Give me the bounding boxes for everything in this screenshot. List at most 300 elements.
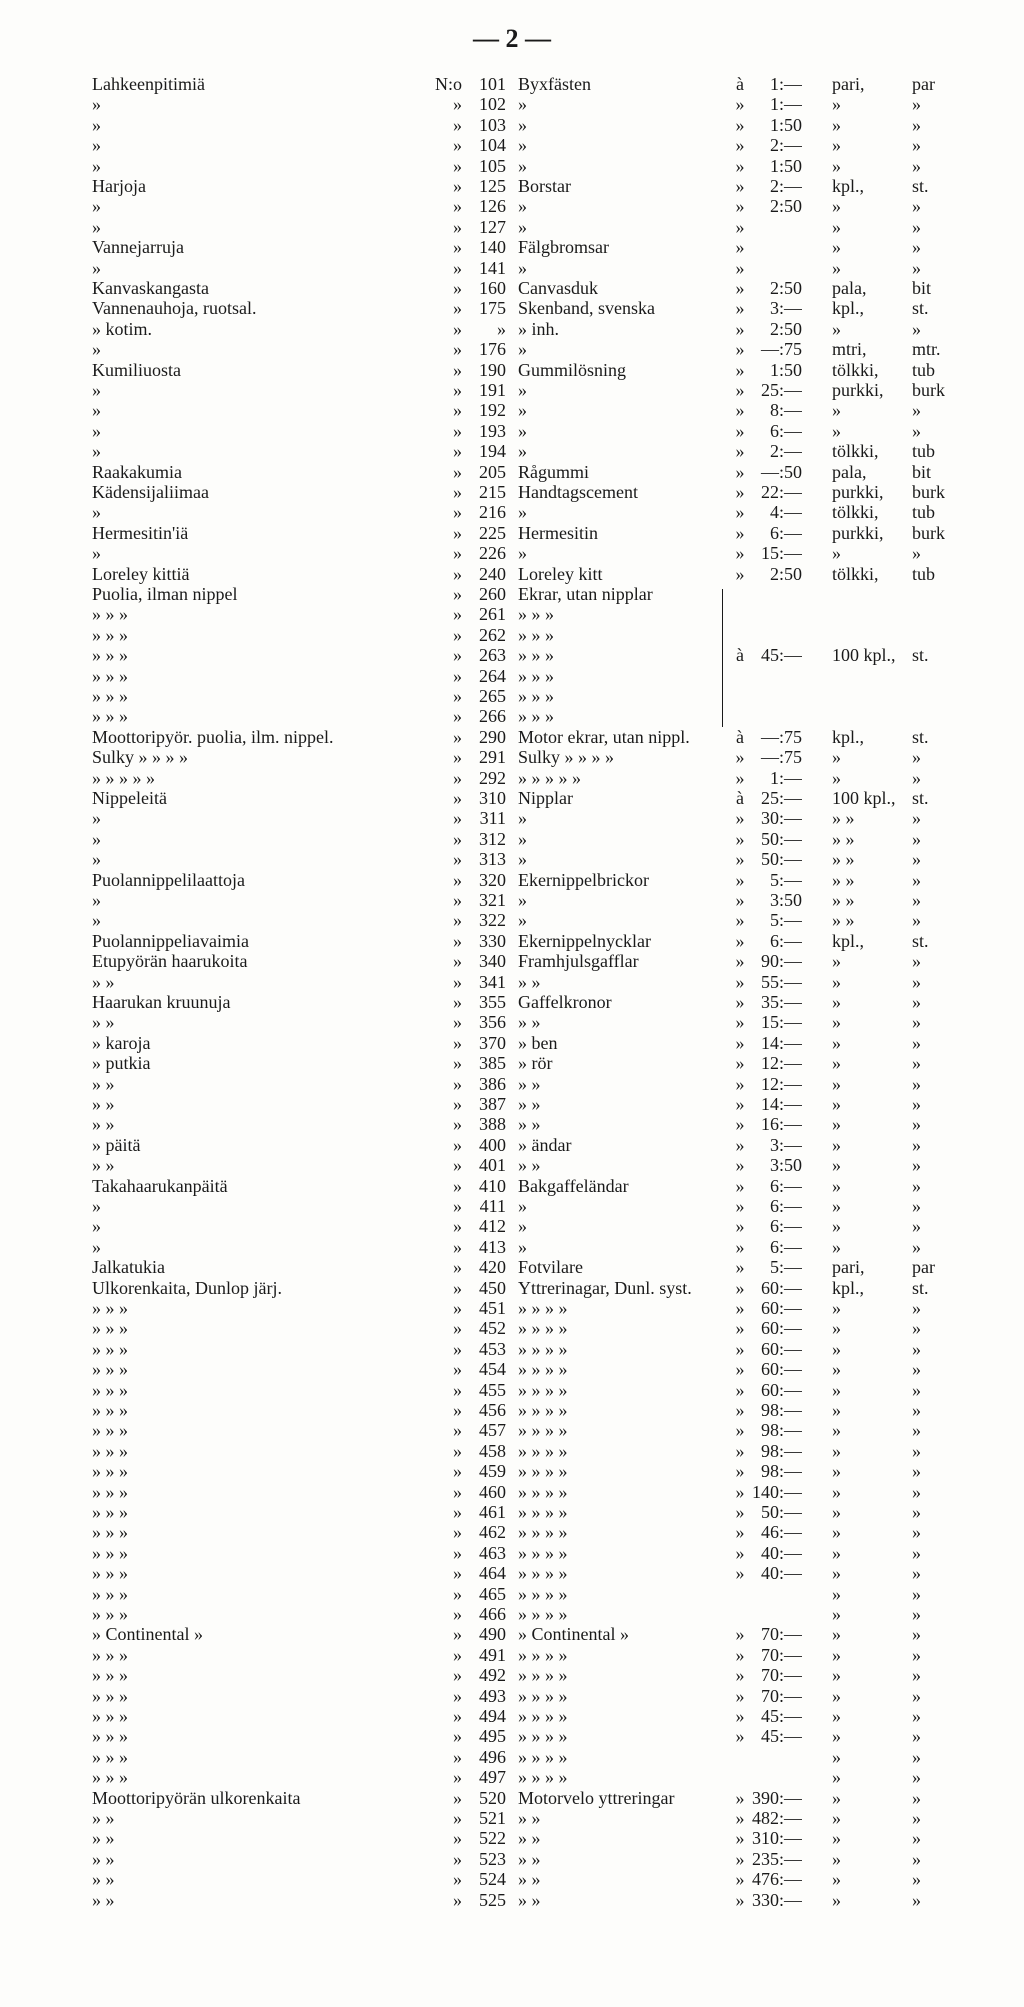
number-prefix: » (453, 1114, 462, 1135)
unit-finnish: » (832, 1298, 841, 1318)
swedish-name: » » » » (518, 1685, 568, 1706)
price-marker: » (735, 1257, 745, 1278)
number-prefix: » (453, 604, 462, 625)
price: 45:— (760, 645, 802, 666)
price-row (0, 360, 1024, 381)
price-marker: » (735, 951, 745, 972)
price-marker: » (735, 1665, 745, 1686)
swedish-name: » » » » (518, 1522, 568, 1543)
unit-finnish: pari, (832, 1257, 865, 1278)
price-marker: » (735, 563, 745, 584)
price-marker: » (735, 339, 745, 360)
price: 60:— (760, 1338, 802, 1359)
item-number: 265 (479, 686, 506, 706)
price-row (0, 278, 1024, 299)
finnish-name: Kädensijaliimaa (92, 482, 209, 502)
swedish-name: » » » » (518, 1400, 568, 1420)
unit-swedish: st. (912, 726, 929, 747)
price-row (0, 1461, 1024, 1482)
unit-finnish: » (832, 1665, 841, 1686)
price-row (0, 1441, 1024, 1462)
price: 2:50 (769, 563, 802, 584)
finnish-name: Ulkorenkaita, Dunlop järj. (92, 1277, 282, 1298)
item-number: 292 (479, 767, 506, 788)
unit-swedish: » (912, 1563, 921, 1584)
price-row (0, 1420, 1024, 1441)
number-prefix: » (453, 257, 462, 278)
number-prefix: » (453, 971, 462, 992)
price-row (0, 1584, 1024, 1605)
price-marker: » (735, 1032, 745, 1053)
price: 60:— (760, 1277, 802, 1298)
price-marker: » (735, 1889, 745, 1910)
unit-swedish: tub (912, 359, 936, 380)
price: 60:— (760, 1298, 802, 1318)
finnish-name: » (92, 849, 101, 870)
finnish-name: » (92, 441, 101, 462)
item-number: 452 (479, 1318, 506, 1339)
price-row (0, 727, 1024, 748)
swedish-name: » » » » (518, 1502, 568, 1522)
price-row (0, 196, 1024, 217)
unit-finnish: » (832, 1216, 841, 1237)
price-marker: » (735, 1644, 745, 1665)
price-row (0, 380, 1024, 401)
unit-swedish: » (912, 1114, 921, 1135)
swedish-name: Borstar (518, 176, 571, 196)
unit-finnish: » (832, 1767, 841, 1788)
unit-swedish: burk (912, 380, 945, 400)
item-number: 491 (479, 1644, 506, 1665)
item-number: 291 (479, 747, 506, 768)
item-number: 313 (479, 849, 506, 870)
item-number: 465 (479, 1583, 506, 1604)
unit-swedish: » (912, 951, 921, 972)
swedish-name: Canvasduk (518, 278, 598, 298)
price-row (0, 115, 1024, 136)
price-row (0, 1257, 1024, 1278)
unit-finnish: » (832, 1440, 841, 1461)
finnish-name: » putkia (92, 1053, 151, 1074)
item-number: 525 (479, 1889, 506, 1910)
swedish-name: Gaffelkronor (518, 992, 612, 1012)
swedish-name: » inh. (518, 318, 560, 339)
finnish-name: Takahaarukanpäitä (92, 1175, 228, 1196)
price-marker: » (735, 1522, 745, 1543)
unit-swedish: » (912, 1644, 921, 1665)
price: 90:— (760, 951, 802, 972)
price-marker: » (735, 1236, 745, 1257)
finnish-name: » » » (92, 1379, 128, 1400)
price-row (0, 604, 1024, 625)
number-prefix: » (453, 1400, 462, 1420)
price-row (0, 1726, 1024, 1747)
item-number: 420 (479, 1257, 506, 1278)
item-number: 388 (479, 1114, 506, 1135)
finnish-name: Puolannippeliavaimia (92, 930, 249, 951)
item-number: 454 (479, 1359, 506, 1380)
item-number: 260 (479, 584, 506, 604)
unit-swedish: st. (912, 645, 929, 666)
unit-finnish: » (832, 1073, 841, 1094)
finnish-name: Kanvaskangasta (92, 278, 209, 298)
finnish-name: » Continental » (92, 1624, 203, 1645)
number-prefix: » (453, 1073, 462, 1094)
number-prefix: » (453, 176, 462, 196)
price: 55:— (760, 971, 802, 992)
price: 30:— (760, 808, 802, 829)
price-row (0, 808, 1024, 829)
unit-finnish: » (832, 1624, 841, 1645)
price: 1:— (769, 767, 802, 788)
swedish-name: » (518, 502, 527, 523)
finnish-name: » » » (92, 665, 128, 686)
unit-finnish: kpl., (832, 726, 865, 747)
price: 25:— (760, 380, 802, 400)
swedish-name: Bakgaffeländar (518, 1175, 629, 1196)
price-row (0, 176, 1024, 197)
price: —:75 (760, 339, 802, 360)
finnish-name: » » » (92, 1338, 128, 1359)
swedish-name: » (518, 849, 527, 870)
price-marker: » (735, 94, 745, 115)
swedish-name: » » » » (518, 1338, 568, 1359)
swedish-name: » (518, 910, 527, 931)
finnish-name: » » » (92, 1298, 128, 1318)
price-marker: » (735, 992, 745, 1012)
price-marker: » (735, 1400, 745, 1420)
number-prefix: » (453, 1012, 462, 1033)
swedish-name: » » (518, 1155, 541, 1176)
swedish-name: » » » (518, 645, 554, 666)
swedish-name: » (518, 400, 527, 421)
finnish-name: Nippeleitä (92, 788, 167, 808)
unit-finnish: » (832, 1114, 841, 1135)
swedish-name: » » » » (518, 1318, 568, 1339)
finnish-name: Haarukan kruunuja (92, 992, 231, 1012)
price-marker: » (735, 216, 745, 237)
finnish-name: » » » (92, 1318, 128, 1339)
unit-swedish: tub (912, 563, 936, 584)
unit-swedish: » (912, 1767, 921, 1788)
number-prefix: » (453, 1563, 462, 1584)
price-marker: » (735, 1787, 745, 1808)
price: 1:— (769, 94, 802, 115)
finnish-name: Hermesitin'iä (92, 522, 189, 543)
price-marker: » (735, 135, 745, 156)
price-row (0, 74, 1024, 95)
price-row (0, 319, 1024, 340)
price-row (0, 462, 1024, 483)
unit-finnish: » (832, 1236, 841, 1257)
item-number: 264 (479, 665, 506, 686)
finnish-name: Puolia, ilman nippel (92, 584, 238, 604)
finnish-name: » » » (92, 1563, 128, 1584)
price-marker: » (735, 1196, 745, 1216)
unit-finnish: » » (832, 808, 855, 829)
number-prefix: » (453, 686, 462, 706)
swedish-name: » » » » (518, 1726, 568, 1747)
number-prefix: » (453, 94, 462, 115)
price: 22:— (760, 482, 802, 502)
price: 15:— (760, 1012, 802, 1033)
number-prefix: » (453, 502, 462, 523)
number-prefix: » (453, 1644, 462, 1665)
finnish-name: » » » (92, 686, 128, 706)
unit-finnish: » (832, 543, 841, 564)
finnish-name: » » » (92, 1706, 128, 1726)
item-number: 205 (479, 461, 506, 482)
price-marker: » (735, 196, 745, 217)
swedish-name: Sulky » » » » (518, 747, 615, 768)
price-row (0, 482, 1024, 503)
price: 60:— (760, 1359, 802, 1380)
swedish-name: » (518, 890, 527, 910)
number-prefix: » (453, 1481, 462, 1502)
price-marker: » (735, 1318, 745, 1339)
item-number: 261 (479, 604, 506, 625)
item-number: 176 (479, 339, 506, 360)
finnish-name: » (92, 910, 101, 931)
unit-swedish: » (912, 1624, 921, 1645)
unit-finnish: » (832, 1053, 841, 1074)
number-prefix: » (453, 808, 462, 829)
price-row (0, 339, 1024, 360)
price: 8:— (769, 400, 802, 421)
price-row (0, 237, 1024, 258)
unit-swedish: » (912, 1073, 921, 1094)
price-row (0, 217, 1024, 238)
price-marker: » (735, 1094, 745, 1114)
unit-swedish: burk (912, 482, 945, 502)
price-row (0, 1686, 1024, 1707)
price-row (0, 1624, 1024, 1645)
swedish-name: » (518, 808, 527, 829)
unit-finnish: » (832, 257, 841, 278)
price-marker: » (735, 176, 745, 196)
unit-swedish: » (912, 1869, 921, 1890)
price-marker: » (735, 380, 745, 400)
price-marker: » (735, 1848, 745, 1869)
price: 5:— (769, 1257, 802, 1278)
price-marker: » (735, 890, 745, 910)
price-row (0, 1278, 1024, 1299)
unit-swedish: » (912, 992, 921, 1012)
price: 4:— (769, 502, 802, 523)
price-row (0, 1706, 1024, 1727)
item-number: 522 (479, 1828, 506, 1849)
price-row (0, 1543, 1024, 1564)
unit-swedish: » (912, 216, 921, 237)
number-prefix: » (453, 726, 462, 747)
number-prefix: » (453, 359, 462, 380)
price-row (0, 1135, 1024, 1156)
price-row (0, 584, 1024, 605)
unit-swedish: » (912, 828, 921, 849)
unit-swedish: » (912, 1298, 921, 1318)
price: 12:— (760, 1073, 802, 1094)
swedish-name: » » » » (518, 1767, 568, 1788)
unit-swedish: » (912, 1889, 921, 1910)
unit-finnish: » (832, 1196, 841, 1216)
unit-finnish: » (832, 1359, 841, 1380)
price-row (0, 543, 1024, 564)
price-row (0, 931, 1024, 952)
unit-swedish: » (912, 543, 921, 564)
item-number: 126 (479, 196, 506, 217)
number-prefix: » (453, 482, 462, 502)
price-marker: » (735, 1685, 745, 1706)
finnish-name: » (92, 828, 101, 849)
price-marker: » (735, 257, 745, 278)
number-prefix: » (453, 1318, 462, 1339)
unit-finnish: » (832, 400, 841, 421)
finnish-name: Kumiliuosta (92, 359, 181, 380)
item-number: 103 (479, 114, 506, 135)
unit-finnish: 100 kpl., (832, 788, 896, 808)
swedish-name: » » » » (518, 1298, 568, 1318)
price-marker: » (735, 1869, 745, 1890)
number-prefix: » (453, 665, 462, 686)
unit-finnish: » (832, 114, 841, 135)
price-row (0, 951, 1024, 972)
unit-swedish: » (912, 1726, 921, 1747)
unit-finnish: kpl., (832, 930, 865, 951)
unit-finnish: » (832, 1583, 841, 1604)
item-number: 105 (479, 155, 506, 176)
finnish-name: » » » (92, 1685, 128, 1706)
price: 35:— (760, 992, 802, 1012)
number-prefix: » (453, 1032, 462, 1053)
unit-swedish: » (912, 1359, 921, 1380)
price: 330:— (752, 1889, 802, 1910)
item-number: 459 (479, 1461, 506, 1482)
swedish-name: Handtagscement (518, 482, 638, 502)
number-prefix: » (453, 1583, 462, 1604)
swedish-name: » » (518, 1808, 541, 1828)
swedish-name: » » » » (518, 1359, 568, 1380)
number-prefix: » (453, 543, 462, 564)
unit-swedish: » (912, 1155, 921, 1176)
item-number: 520 (479, 1787, 506, 1808)
finnish-name: Moottoripyörän ulkorenkaita (92, 1787, 301, 1808)
item-number: 240 (479, 563, 506, 584)
unit-swedish: bit (912, 278, 932, 298)
item-number: 455 (479, 1379, 506, 1400)
item-number: 191 (479, 380, 506, 400)
price-marker: » (735, 359, 745, 380)
price-marker: » (735, 522, 745, 543)
price-row (0, 910, 1024, 931)
number-prefix: » (453, 1848, 462, 1869)
price-marker: à (736, 726, 744, 747)
number-prefix: » (453, 1685, 462, 1706)
price: —:75 (760, 747, 802, 768)
price-row (0, 870, 1024, 891)
finnish-name: » (92, 1236, 101, 1257)
item-number: 410 (479, 1175, 506, 1196)
swedish-name: » » » » (518, 1420, 568, 1441)
price-marker: » (735, 1155, 745, 1176)
price: —:75 (760, 726, 802, 747)
number-prefix: » (453, 1155, 462, 1176)
number-prefix: » (453, 1808, 462, 1828)
swedish-name: » » » (518, 624, 554, 645)
unit-swedish: » (912, 237, 921, 258)
swedish-name: » » » » (518, 1583, 568, 1604)
finnish-name: Lahkeenpitimiä (92, 74, 205, 94)
number-prefix: » (453, 1277, 462, 1298)
price: 12:— (760, 1053, 802, 1074)
price-row (0, 849, 1024, 870)
price: 6:— (769, 420, 802, 441)
unit-finnish: kpl., (832, 1277, 865, 1298)
number-prefix: » (453, 400, 462, 421)
finnish-name: » päitä (92, 1134, 141, 1155)
finnish-name: Vannenauhoja, ruotsal. (92, 298, 257, 319)
price-row (0, 890, 1024, 911)
finnish-name: » » » (92, 1604, 128, 1624)
item-number: 262 (479, 624, 506, 645)
price: 2:50 (769, 318, 802, 339)
unit-finnish: » (832, 237, 841, 258)
item-number: 320 (479, 869, 506, 890)
swedish-name: Gummilösning (518, 359, 627, 380)
item-number: » (497, 318, 506, 339)
price: 60:— (760, 1318, 802, 1339)
price-row (0, 1645, 1024, 1666)
price-row (0, 1767, 1024, 1788)
unit-finnish: mtri, (832, 339, 867, 360)
item-number: 453 (479, 1338, 506, 1359)
finnish-name: » » » (92, 1420, 128, 1441)
swedish-name: » » » (518, 665, 554, 686)
number-prefix: » (453, 1359, 462, 1380)
unit-swedish: » (912, 1746, 921, 1767)
unit-finnish: » (832, 1563, 841, 1584)
number-prefix: » (453, 1196, 462, 1216)
price: 6:— (769, 1196, 802, 1216)
finnish-name: Loreley kittiä (92, 563, 190, 584)
price: 1:50 (769, 155, 802, 176)
price-row (0, 1237, 1024, 1258)
price: 50:— (760, 828, 802, 849)
swedish-name: » (518, 339, 527, 360)
number-prefix: » (453, 706, 462, 727)
price: 98:— (760, 1420, 802, 1441)
finnish-name: Etupyörän haarukoita (92, 951, 248, 972)
unit-finnish: tölkki, (832, 502, 879, 523)
price: 1:— (769, 74, 802, 94)
price: 6:— (769, 930, 802, 951)
price-marker: à (736, 788, 744, 808)
unit-finnish: » (832, 1808, 841, 1828)
unit-swedish: st. (912, 298, 929, 319)
price-marker: » (735, 1706, 745, 1726)
price: 6:— (769, 1216, 802, 1237)
item-number: 215 (479, 482, 506, 502)
unit-swedish: » (912, 114, 921, 135)
price: 40:— (760, 1563, 802, 1584)
item-number: 523 (479, 1848, 506, 1869)
unit-swedish: » (912, 1848, 921, 1869)
unit-finnish: » (832, 1420, 841, 1441)
unit-swedish: » (912, 747, 921, 768)
number-prefix: » (453, 1542, 462, 1563)
unit-swedish: » (912, 1461, 921, 1482)
swedish-name: » (518, 441, 527, 462)
swedish-name: » » » » (518, 1644, 568, 1665)
